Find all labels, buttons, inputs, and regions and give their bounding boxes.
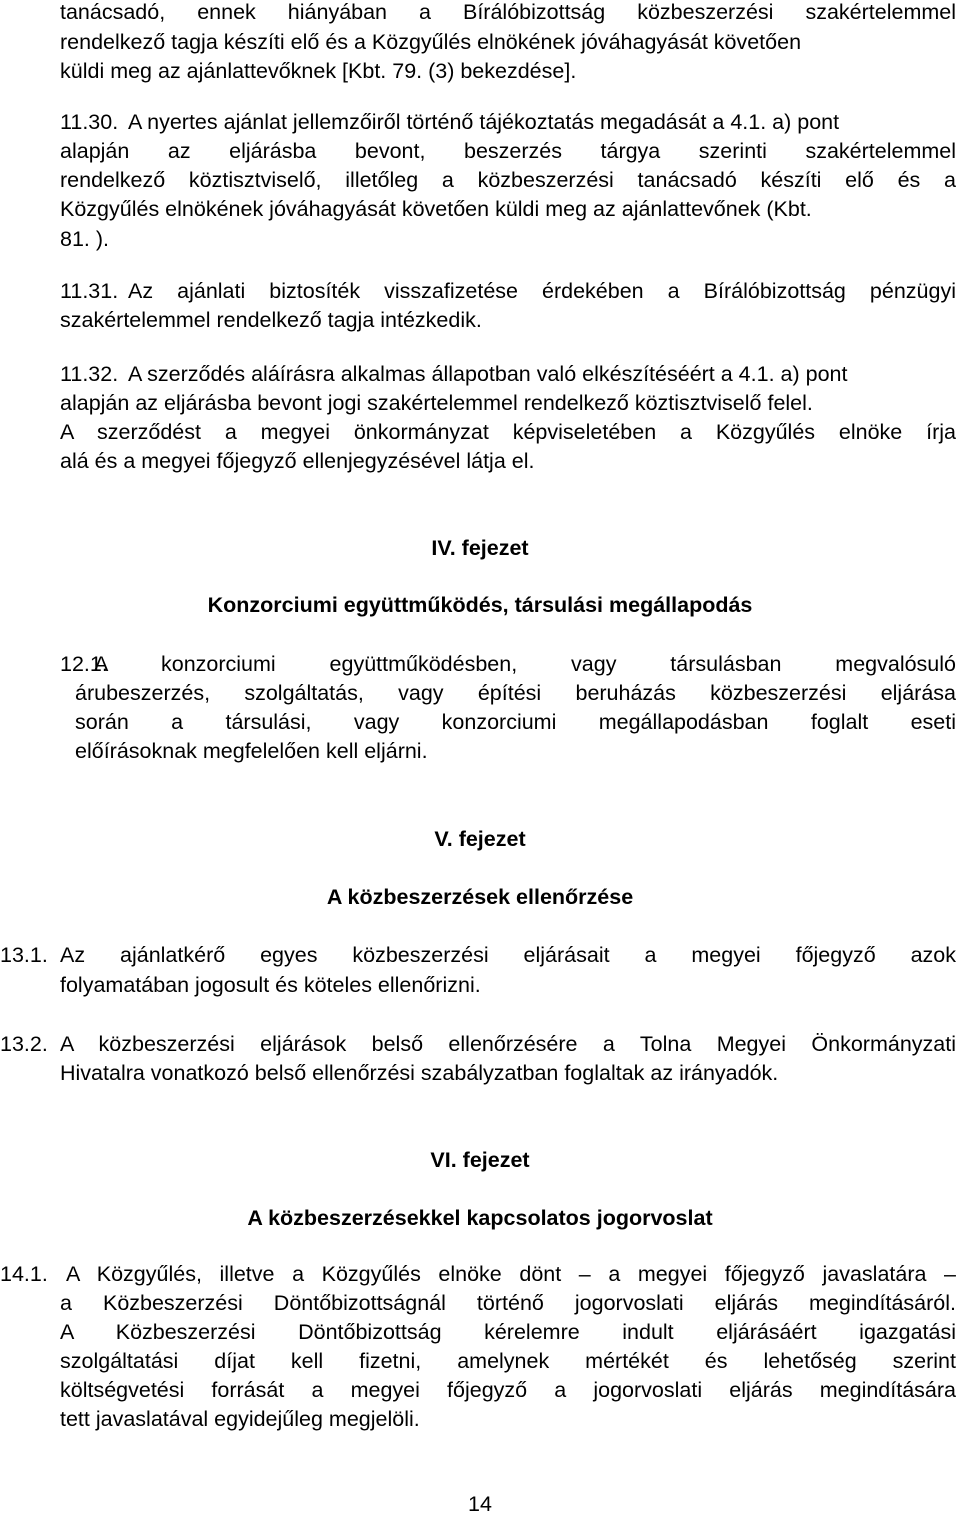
text-line: Közgyűlés elnökének jóváhagyását követően küldi meg az ajánlattevőnek (Kbt. xyxy=(60,197,812,221)
text-line: költségvetési forrását a megyei főjegyző a jogorvoslati eljárás megindítására xyxy=(60,1378,956,1402)
text-line: rendelkező köztisztviselő, illetőleg a közbeszerzési tanácsadó készíti elő és a xyxy=(60,168,956,192)
text-line: során a társulási, vagy konzorciumi megállapodásban foglalt eseti xyxy=(75,710,956,734)
section-number: 11.32. xyxy=(60,362,119,386)
text-line: Az ajánlati biztosíték visszafizetése érdekében a Bírálóbizottság pénzügyi xyxy=(128,279,956,303)
text-line: A közbeszerzési eljárások belső ellenőrzésére a Tolna Megyei Önkormányzati xyxy=(60,1032,956,1056)
text-line: alapján az eljárásba bevont, beszerzés tárgya szerinti szakértelemmel xyxy=(60,139,956,163)
text-line: szakértelemmel rendelkező tagja intézkedik. xyxy=(60,308,482,332)
text-line: 81. ). xyxy=(60,227,109,251)
chapter-heading: IV. fejezet xyxy=(431,536,529,560)
text-line: rendelkező tagja készíti elő és a Közgyűlés elnökének jóváhagyását követően xyxy=(60,30,802,54)
text-line: alá és a megyei főjegyző ellenjegyzésével látja el. xyxy=(60,449,535,473)
text-line: a Közbeszerzési Döntőbizottságnál történő jogorvoslati eljárás megindításáról. xyxy=(60,1291,956,1315)
page-number: 14 xyxy=(468,1492,492,1516)
section-number: 14.1. xyxy=(0,1262,48,1286)
text-line: A szerződés aláírásra alkalmas állapotban való elkészítéséért a 4.1. a) pont xyxy=(128,362,848,386)
text-line: A Közgyűlés, illetve a Közgyűlés elnöke dönt – a megyei főjegyző javaslatára – xyxy=(66,1262,956,1286)
section-number: 11.31. xyxy=(60,279,119,303)
text-line: folyamatában jogosult és köteles ellenőrizni. xyxy=(60,973,481,997)
chapter-title: A közbeszerzésekkel kapcsolatos jogorvoslat xyxy=(247,1206,713,1230)
text-line: A konzorciumi együttműködésben, vagy társulásban megvalósuló xyxy=(94,652,956,676)
text-line: szolgáltatási díjat kell fizetni, amelynek mértékét és lehetőség szerint xyxy=(60,1349,956,1373)
chapter-title: A közbeszerzések ellenőrzése xyxy=(326,885,634,909)
text-line: Az ajánlatkérő egyes közbeszerzési eljárásait a megyei főjegyző azok xyxy=(60,943,956,967)
section-number: 13.2. xyxy=(0,1032,48,1056)
text-line: tanácsadó, ennek hiányában a Bírálóbizottság közbeszerzési szakértelemmel xyxy=(60,0,956,24)
chapter-heading: V. fejezet xyxy=(434,827,526,851)
text-line: árubeszerzés, szolgáltatás, vagy építési beruházás közbeszerzési eljárása xyxy=(75,681,956,705)
text-line: előírásoknak megfelelően kell eljárni. xyxy=(75,739,428,763)
section-number: 12.1. xyxy=(60,652,108,676)
chapter-title: Konzorciumi együttműködés, társulási megállapodás xyxy=(207,593,753,617)
text-line: küldi meg az ajánlattevőknek [Kbt. 79. (3) bekezdése]. xyxy=(60,59,577,83)
text-line: A Közbeszerzési Döntőbizottság kérelemre indult eljárásáért igazgatási xyxy=(60,1320,956,1344)
text-line: alapján az eljárásba bevont jogi szakértelemmel rendelkező köztisztviselő felel. xyxy=(60,391,813,415)
text-line: tett javaslatával egyidejűleg megjelöli. xyxy=(60,1407,420,1431)
chapter-heading: VI. fejezet xyxy=(430,1148,530,1172)
section-number: 11.30. xyxy=(60,110,119,134)
text-line: Hivatalra vonatkozó belső ellenőrzési szabályzatban foglaltak az irányadók. xyxy=(60,1061,779,1085)
text-line: A nyertes ajánlat jellemzőiről történő tájékoztatás megadását a 4.1. a) pont xyxy=(128,110,840,134)
text-line: A szerződést a megyei önkormányzat képviseletében a Közgyűlés elnöke írja xyxy=(60,420,956,444)
